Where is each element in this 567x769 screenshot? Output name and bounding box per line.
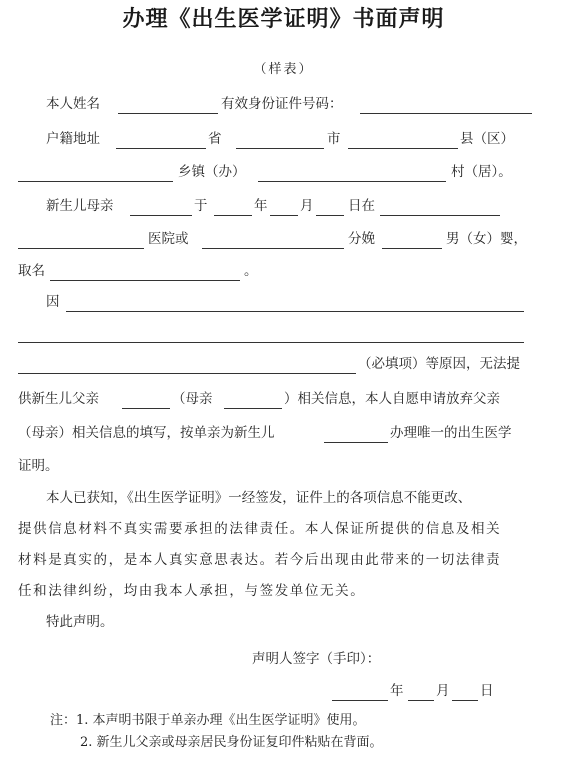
required-line: [18, 353, 548, 375]
city-label: 市: [327, 131, 341, 147]
county-field[interactable]: [348, 148, 458, 149]
town-field[interactable]: [18, 181, 173, 182]
hukou-line: [18, 128, 548, 150]
city-field[interactable]: [236, 148, 324, 149]
county-label: 县（区）: [460, 131, 514, 147]
single-parent-tail: 办理唯一的出生医学: [390, 425, 512, 441]
required-label: （必填项）等原因，无法提: [358, 356, 520, 372]
single-parent-line: [18, 422, 548, 444]
mother-paren-label: （母亲: [172, 391, 213, 407]
town-line: [18, 161, 548, 183]
document-subtitle: （样表）: [253, 62, 314, 77]
sign-month-field[interactable]: [408, 700, 434, 701]
sign-year-field[interactable]: [332, 700, 388, 701]
sign-day-label: 日: [480, 683, 494, 699]
naming-label: 取名: [18, 263, 45, 279]
single-parent-label: （母亲）相关信息的填写，按单亲为新生儿: [18, 425, 275, 441]
naming-period: 。: [244, 263, 258, 279]
statement-line-2: 提供信息材料不真实需要承担的法律责任。本人保证所提供的信息及相关: [18, 521, 502, 537]
signature-date-line: [18, 680, 548, 702]
province-label: 省: [208, 131, 222, 147]
day-at-label: 日在: [348, 198, 375, 214]
baby-name-field[interactable]: [50, 280, 240, 281]
birth-place-field[interactable]: [380, 215, 500, 216]
other-place-field[interactable]: [202, 248, 344, 249]
town-label: 乡镇（办）: [178, 164, 246, 180]
hospital-field[interactable]: [18, 248, 144, 249]
single-parent-field[interactable]: [324, 442, 388, 443]
document-title: 办理《出生医学证明》书面声明: [122, 7, 445, 32]
hospital-line: [18, 228, 548, 250]
at-label: 于: [194, 198, 208, 214]
naming-line: [18, 260, 548, 282]
closing-text: 特此声明。: [46, 614, 114, 630]
statement-line-1: 本人已获知，《出生医学证明》一经签发，证件上的各项信息不能更改、: [46, 490, 472, 506]
mother-name-field[interactable]: [130, 215, 192, 216]
birth-day-field[interactable]: [316, 215, 344, 216]
delivery-field[interactable]: [382, 248, 442, 249]
certificate-line: [18, 455, 548, 477]
father-line: [18, 388, 548, 410]
statement-line-3: 材料是真实的，是本人真实意思表达。若今后出现由此带来的一切法律责: [18, 552, 502, 568]
sign-year-label: 年: [390, 683, 404, 699]
month-label: 月: [300, 198, 314, 214]
id-number-field[interactable]: [360, 113, 532, 114]
notes: [50, 710, 550, 754]
hukou-label: 户籍地址: [46, 131, 100, 147]
village-field[interactable]: [258, 181, 446, 182]
certificate-label: 证明。: [18, 458, 59, 474]
father-label: 供新生儿父亲: [18, 391, 99, 407]
delivery-label: 分娩: [348, 231, 375, 247]
reason-line-2: [18, 322, 548, 344]
id-label: 有效身份证件号码：: [221, 96, 343, 112]
reason-field-3[interactable]: [18, 373, 356, 374]
sign-day-field[interactable]: [452, 700, 478, 701]
birth-month-field[interactable]: [270, 215, 298, 216]
province-field[interactable]: [116, 148, 206, 149]
name-id-line: [18, 93, 548, 115]
reason-field[interactable]: [66, 311, 524, 312]
father-field[interactable]: [122, 408, 170, 409]
reason-label: 因: [46, 294, 60, 310]
note-2: 2. 新生儿父亲或母亲居民身份证复印件粘贴在背面。: [80, 735, 383, 750]
year-label: 年: [254, 198, 268, 214]
hospital-or-label: 医院或: [148, 231, 189, 247]
signature-label: 声明人签字（手印）：: [252, 651, 381, 667]
reason-line: [18, 291, 548, 313]
name-field[interactable]: [118, 113, 218, 114]
mother-label: 新生儿母亲: [46, 198, 114, 214]
mother-info-field[interactable]: [224, 408, 282, 409]
sign-month-label: 月: [436, 683, 450, 699]
statement-line-4: 任和法律纠纷，均由我本人承担，与签发单位无关。: [18, 583, 366, 599]
reason-field-2[interactable]: [18, 342, 524, 343]
father-line-tail: ）相关信息，本人自愿申请放弃父亲: [284, 391, 500, 407]
mother-date-line: [18, 195, 548, 217]
signature-line: [18, 648, 548, 670]
village-label: 村（居）。: [451, 164, 512, 180]
note-1: 注：1. 本声明书限于单亲办理《出生医学证明》使用。: [50, 713, 366, 728]
name-label: 本人姓名: [46, 96, 100, 112]
statement-paragraph: [18, 483, 548, 638]
birth-year-field[interactable]: [214, 215, 252, 216]
gender-label: 男（女）婴，: [446, 231, 527, 247]
